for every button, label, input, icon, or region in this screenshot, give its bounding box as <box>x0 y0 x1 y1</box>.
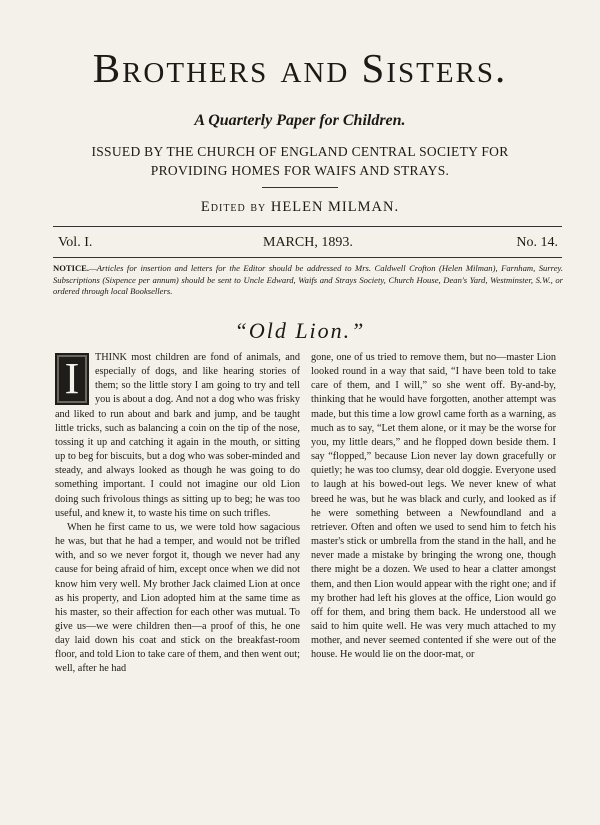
divider-top <box>53 226 562 227</box>
notice-text: —Articles for insertion and letters for the Editor should be addressed to Mrs. Caldwell Crofton (Helen Milman), Farnham, Surrey. Subscriptions (Sixpence per annum) should be sent to Uncle Edward, Waifs and Strays Society, Church House, Dean's Yard, Westminster, S.W., or ordered through local Booksellers. <box>53 263 563 296</box>
masthead-title: Brothers and Sisters. <box>92 45 508 91</box>
subtitle: A Quarterly Paper for Children. <box>194 112 406 129</box>
article-column-left <box>55 351 300 677</box>
editor-line: Edited by HELEN MILMAN. <box>200 199 400 215</box>
issue-date: MARCH, 1893. <box>263 235 353 250</box>
divider-bottom <box>53 257 562 258</box>
article-paragraph: When he first came to us, we were told how sagacious he was, but that he had a temper, and would not be trifled with, and so we never forgot it, though we never had any cause for being afraid of him, except once when we did not know him very well. My brother Jack claimed Lion at once as his property, and Lion adopted him at the same time as his master, so their affection for each other was mutual. To give us—we were children then—a proof of this, he one day laid down his coat and stick on the breakfast-room floor, and told Lion to take care of them, and then went out; well, after he had <box>55 521 300 675</box>
issued-line-1: ISSUED BY THE CHURCH OF ENGLAND CENTRAL SOCIETY FOR <box>91 144 509 159</box>
issued-by <box>60 142 540 180</box>
volume-line <box>58 235 558 253</box>
article-paragraph: THINK most children are fond of animals, and especially of dogs, and like hearing stories of them; so the little story I am going to try and tell you is about a dog. And not a dog who was frisky and liked to run about and bark and jump, and be taught little tricks, such as balancing a coin on the tip of the nose, tossing it up and catching it again in the mouth, or sitting up to beg for biscuits, but a dog who was sober-minded and steady, and always looked as though he was going to do something important. I could not imagine our old Lion doing such frivolous things as sitting up to beg; he was too useful, and knew it, to waste his time on such trifles. <box>55 352 300 519</box>
article-paragraph: gone, one of us tried to remove them, but no—master Lion looked round in a way that said, “I have been told to take care of them, and I will,” so she went off. By-and-by, thinking that he would have forgotten, another attempt was made, but this time a low growl came forth as a warning, as much as to say, “Let them alone, or it may be the worse for you, my little dears,” and he flopped down beside them. I say “flopped,” because Lion never lay down gracefully or quietly; he was too clumsy, dear old doggie. Everyone used to laugh at his bowed-out legs. We never knew of what breed he was, but he was black and curly, and looked as if he were something between a Newfoundland and a retriever. Often and often we used to send him to fetch his master's stick or umbrella from the stand in the hall, and he never made a mistake by bringing the wrong one, though there might be a dozen. We used to hear a clatter amongst them, and then Lion would appear with the right one; and if my brother had left his gloves at the office, Lion would go off for them, and bring them back. He understood all we said to him quite well. He was very much attached to my mother, and never seemed contented if she were out of the house. He would lie on the door-mat, or <box>311 352 556 661</box>
notice-label: NOTICE. <box>53 263 90 273</box>
article-title: “Old Lion.” <box>234 318 366 343</box>
notice <box>53 263 563 298</box>
issued-line-2: PROVIDING HOMES FOR WAIFS AND STRAYS. <box>150 163 450 178</box>
divider-short <box>262 187 338 188</box>
issue-number: No. 14. <box>516 235 558 250</box>
article-column-right <box>311 351 556 662</box>
drop-cap: I <box>55 353 89 405</box>
volume-label: Vol. I. <box>58 235 93 250</box>
